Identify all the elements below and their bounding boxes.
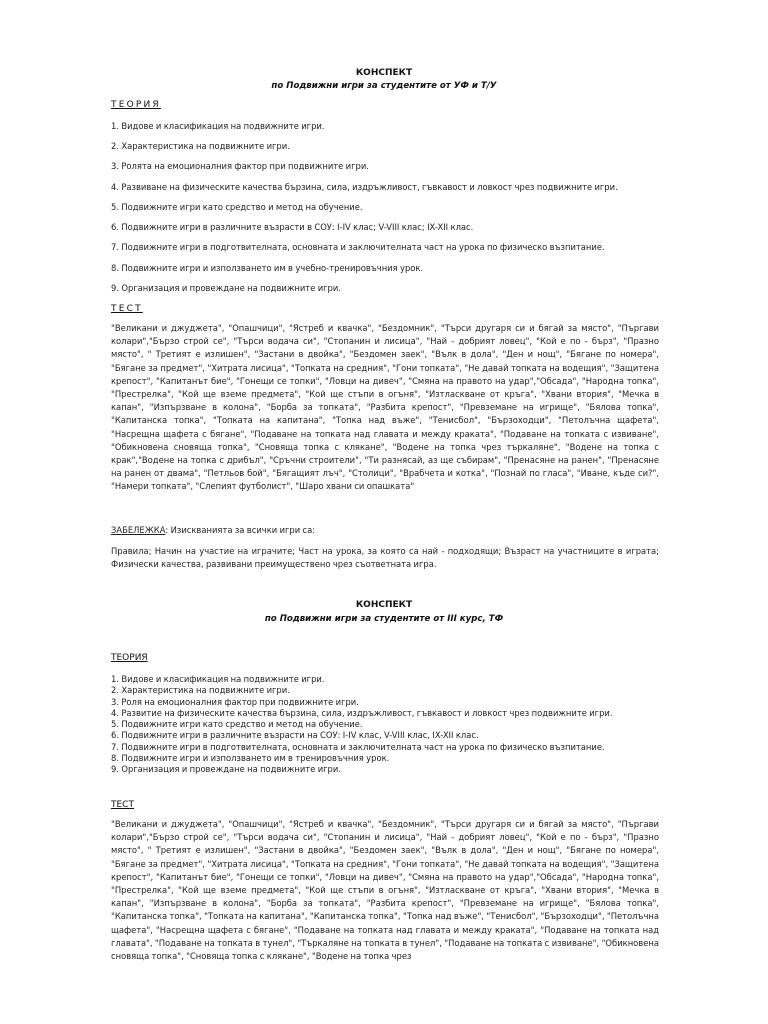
section1-theory-heading: ТЕОРИЯ (111, 100, 161, 110)
section1-theory-item-9: 9. Организация и провеждане на подвижните игри. (111, 283, 341, 293)
section2-theory-item-5: 5. Подвижните игри като средство и метод на обучение. (111, 719, 363, 730)
section2-test-games: "Великани и джуджета", "Опашчици", "Ястреб и квачка", "Бездомник", "Търси другаря си и бягай за място", "Пъргави колари","Бързо строй се", "Търси водача си", "Стопанин и лисица", "Най - добрият ловец", "Кой е по - бърз", "Празно място", " Третият е излишен", "Застани в двойка", "Бездомен заек", "Вълк в дола", "Ден и нощ", "Бягане по номера", "Бягане за предмет", "Хитрата лисица", "Топката на средния", "Гони топката", "Не давай топката на водещия", "Защитена крепост", "Капитанът бие", "Гонещи се топки", "Ловци на дивеч", "Смяна на правото на удар","Обсада", "Народна топка", "Престрелка", "Кой ще вземе предмета", "Кой ще стъпи в огъня", "Изтласкване от кръга", "Хвани втория", "Мечка в капан", "Изпързване в колона", "Борба за топката", "Разбита крепост", "Превземане на игрище", "Бялова топка", "Капитанска топка", "Топката на капитана", "Капитанска топка", "Топка над въже", "Тенисбол", "Бързоходци", "Петолъчна щафета", "Насрещна щафета с бягане", "Подаване на топката над главата и между краката", "Подаване на топката над главата", "Подаване на топката в тунел", "Търкаляне на топката в тунел", "Подаване на топката с извиване", "Обикновена сновяща топка", "Сновяща топка с клякане", "Водене на топка чрез (111, 819, 659, 962)
section2-theory-item-3: 3. Роля на емоционалния фактор при подвижните игри. (111, 696, 359, 707)
section2-subtitle: по Подвижни игри за студентите от III курс, ТФ (264, 614, 504, 624)
section1-subtitle: по Подвижни игри за студентите от УФ и Т/У (271, 81, 497, 91)
section1-theory-item-1: 1. Видове и класификация на подвижните игри. (111, 121, 325, 131)
section2-theory-heading: ТЕОРИЯ (111, 653, 148, 663)
section1-requirements: Правила; Начин на участие на играчите; Част на урока, за която са най - подходящи; Възраст на участниците в играта; Физически качества, развивани преимуществено чрез съответната игра. (111, 546, 659, 570)
section2-theory-item-8: 8. Подвижните игри и използването им в тренировъчния урок. (111, 753, 390, 764)
section1-theory-item-4: 4. Развиване на физическите качества бързина, сила, издръжливост, гъвкавост и ловкост чрез подвижните игри. (111, 182, 618, 192)
section1-theory-item-2: 2. Характеристика на подвижните игри. (111, 141, 290, 151)
section1-theory-item-3: 3. Ролята на емоционалния фактор при подвижните игри. (111, 161, 369, 171)
section1-title: КОНСПЕКТ (355, 68, 413, 78)
section2-theory-item-9: 9. Организация и провеждане на подвижните игри. (111, 764, 341, 775)
note-text: : Изискванията за всички игри са: (165, 525, 316, 535)
section2-theory-item-6: 6. Подвижните игри в различните възрасти на СОУ: I-IV клас, V-VIII клас, IX-XII клас. (111, 730, 479, 741)
section2-theory-item-7: 7. Подвижните игри в подготвителната, основната и заключителната част на урока по физическо възпитание. (111, 741, 605, 752)
section1-test-games: "Великани и джуджета", "Опашчици", "Ястреб и квачка", "Бездомник", "Търси другаря си и бягай за място", "Пъргави колари","Бързо строй се", "Търси водача си", "Стопанин и лисица", "Най - добрият ловец", "Кой е по - бърз", "Празно място", " Третият е излишен", "Застани в двойка", "Бездомен заек", "Вълк в дола", "Ден и нощ", "Бягане по номера", "Бягане за предмет", "Хитрата лисица", "Топката на средния", "Гони топката", "Не давай топката на водещия", "Защитена крепост", "Капитанът бие", "Гонещи се топки", "Ловци на дивеч", "Смяна на правото на удар","Обсада", "Народна топка", "Престрелка", "Кой ще вземе предмета", "Кой ще стъпи в огъня", "Изтласкване от кръга", "Хвани втория", "Мечка в капан", "Изпързване в колона", "Борба за топката", "Разбита крепост", "Превземане на игрище", "Бялова топка", "Капитанска топка", "Топката на капитана", "Топка над въже", "Тенисбол", "Бързоходци", "Петолъчна щафета", "Насрещна щафета с бягане", "Подаване на топката над главата и между краката", "Подаване на топката с извиване", "Обикновена сновяща топка", "Сновяща топка с клякане", "Водене на топка чрез търкаляне", "Водене на топка с крак","Водене на топка с дрибъл", "Сръчни строители", "Ти разнясай, аз ще събирам", "Пренасяне на ранен", "Пренасяне на ранен от двама", "Петльов бой", "Бягащият лъч", "Столици", "Врабчета и котка", "Познай по гласа", "Иване, къде си?", "Намери топката", "Слепият футболист", "Шаро хвани си опашката" (111, 323, 659, 492)
section1-theory-item-8: 8. Подвижните игри и използването им в учебно-тренировъчния урок. (111, 263, 424, 273)
section1-theory-item-6: 6. Подвижните игри в различните възрасти в СОУ: I-IV клас; V-VIII клас; IX-XII клас. (111, 222, 474, 232)
note-label: ЗАБЕЛЕЖКА (111, 525, 166, 535)
section1-test-heading: ТЕСТ (111, 304, 143, 314)
section2-test-heading: ТЕСТ (111, 800, 134, 810)
section2-theory-item-2: 2. Характеристика на подвижните игри. (111, 685, 290, 696)
section1-note (111, 524, 659, 537)
section1-theory-item-5: 5. Подвижните игри като средство и метод на обучение. (111, 202, 363, 212)
section2-theory-item-1: 1. Видове и класификация на подвижните игри. (111, 674, 325, 684)
section2-theory-item-4: 4. Развитие на физическите качества бързина, сила, издръжливост, гъвкавост и ловкост чрез подвижните игри. (111, 707, 613, 718)
section1-theory-item-7: 7. Подвижните игри в подготвителната, основната и заключителната част на урока по физическо възпитание. (111, 242, 605, 252)
section2-theory-list (111, 674, 671, 776)
section2-title: КОНСПЕКТ (355, 600, 413, 610)
